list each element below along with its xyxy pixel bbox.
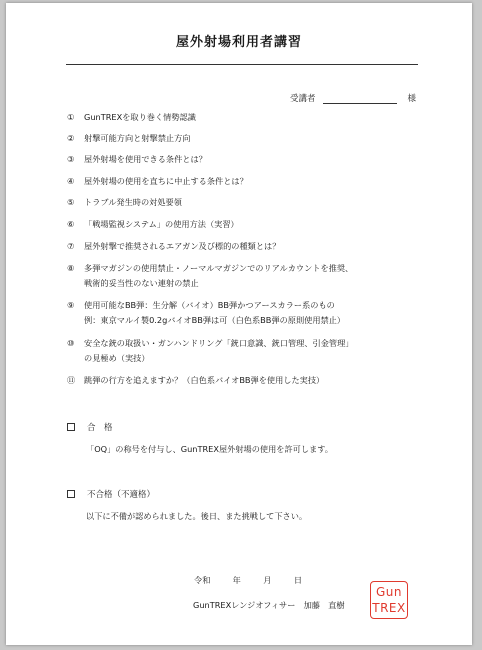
date-month: 月 [263, 575, 272, 585]
list-item [67, 174, 248, 189]
list-item [67, 217, 239, 232]
item-text: 屋外射撃で推奨されるエアガン及び標的の種類とは？ [84, 241, 281, 251]
list-item [67, 239, 280, 254]
item-text: の見極め（実技） [84, 353, 150, 363]
item-text: トラブル発生時の対処要領 [84, 197, 182, 207]
list-item [67, 131, 190, 146]
fail-checkbox[interactable] [67, 490, 75, 498]
fail-option [67, 488, 155, 500]
item-text-block [84, 298, 345, 328]
stamp-text-line2: TREX [372, 601, 406, 615]
item-number: ⑨ [67, 300, 75, 310]
document-page [6, 3, 472, 645]
item-number: ⑧ [67, 263, 75, 273]
item-number: ② [67, 133, 75, 143]
title-divider [66, 64, 418, 65]
attendee-field [290, 92, 416, 104]
attendee-label: 受講者 [289, 94, 316, 104]
fail-label: 不合格（不適格） [87, 490, 156, 500]
date-line [194, 575, 302, 586]
attendee-name-blank [323, 94, 397, 104]
item-number: ⑥ [67, 219, 75, 229]
pass-checkbox[interactable] [67, 423, 75, 431]
item-text: 戦術的妥当性のない連射の禁止 [84, 278, 199, 288]
item-number: ⑤ [67, 197, 75, 207]
item-number: ③ [67, 154, 75, 164]
range-officer-signature: GunTREXレンジオフィサー 加藤 直樹 [193, 600, 345, 610]
item-text: 使用可能なBB弾：生分解（バイオ）BB弾かつアースカラー系のもの [84, 300, 335, 310]
fail-note: 以下に不備が認められました。後日、また挑戦して下さい。 [86, 511, 308, 521]
pass-option [67, 421, 113, 433]
item-number: ⑪ [67, 375, 76, 385]
list-item [67, 110, 196, 125]
item-text-block [84, 336, 353, 366]
item-number: ① [67, 112, 75, 122]
guntrex-seal-stamp [370, 581, 408, 619]
item-number: ⑩ [67, 338, 75, 348]
stamp-text-line1: Gun [375, 585, 402, 599]
list-item [67, 373, 324, 388]
item-number: ④ [67, 176, 75, 186]
item-text: GunTREXを取り巻く情勢認識 [84, 112, 196, 122]
item-number: ⑦ [67, 241, 75, 251]
date-day: 日 [293, 575, 303, 585]
list-item [67, 336, 353, 366]
date-year: 年 [232, 575, 241, 585]
item-text-block [84, 261, 353, 291]
pass-note: 「OQ」の称号を付与し、GunTREX屋外射場の使用を許可します。 [86, 444, 333, 454]
item-text: 多弾マガジンの使用禁止・ノーマルマガジンでのリアルカウントを推奨、 [84, 263, 354, 273]
date-era: 令和 [194, 575, 211, 585]
list-item [67, 195, 182, 210]
document-title: 屋外射場利用者講習 [175, 35, 302, 50]
item-text: 屋外射場の使用を直ちに中止する条件とは？ [84, 176, 248, 186]
item-text: 例：東京マルイ製0.2gバイオBB弾は可（白色系BB弾の原則使用禁止） [84, 315, 346, 325]
item-text: 射撃可能方向と射撃禁止方向 [84, 133, 191, 143]
item-text: 屋外射場を使用できる条件とは？ [84, 154, 207, 164]
attendee-suffix: 様 [407, 94, 416, 104]
item-text: 跳弾の行方を追えますか？（白色系バイオBB弾を使用した実技） [84, 375, 325, 385]
item-text: 安全な銃の取扱い・ガンハンドリング「銃口意識、銃口管理、引金管理」 [84, 338, 354, 348]
list-item [67, 152, 207, 167]
item-text: 「戦場監視システム」の使用方法（実習） [84, 219, 239, 229]
list-item [67, 298, 345, 328]
pass-label: 合 格 [87, 423, 113, 433]
list-item [67, 261, 353, 291]
